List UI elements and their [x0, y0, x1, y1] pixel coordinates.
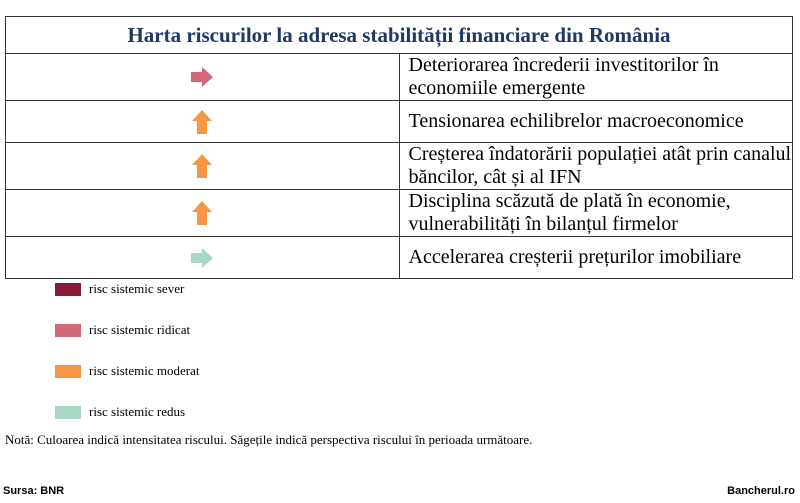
- legend-swatch: [55, 324, 81, 337]
- arrow-up-icon: [192, 154, 212, 178]
- legend-item: [55, 322, 199, 338]
- risk-arrow-cell: [6, 101, 400, 143]
- risk-text: Disciplina scăzută de plată în economie, vulnerabilități în bilanțul firmelor: [399, 190, 793, 237]
- arrow-up-icon: [192, 201, 212, 225]
- table-title: Harta riscurilor la adresa stabilității financiare din România: [6, 17, 793, 54]
- legend-item: [55, 404, 199, 420]
- legend-label: risc sistemic redus: [89, 404, 186, 419]
- legend-swatch: [55, 406, 81, 419]
- arrow-up-icon: [192, 110, 212, 134]
- legend-swatch: [55, 283, 81, 296]
- risk-map-table: [5, 16, 793, 279]
- legend-label: risc sistemic moderat: [89, 363, 200, 378]
- source-label: Sursa: BNR: [3, 485, 65, 497]
- risk-row: [6, 143, 793, 190]
- risk-row: [6, 237, 793, 279]
- legend-item: [55, 281, 199, 297]
- risk-row: [6, 54, 793, 101]
- legend-label: risc sistemic sever: [89, 281, 185, 296]
- risk-arrow-cell: [6, 237, 400, 279]
- risk-arrow-cell: [6, 143, 400, 190]
- note-text: Notă: Culoarea indică intensitatea riscului. Săgețile indică perspectiva riscului în perioada următoare.: [5, 432, 533, 447]
- risk-arrow-cell: [6, 54, 400, 101]
- legend-item: [55, 363, 199, 379]
- arrow-right-icon: [191, 248, 213, 268]
- legend: [55, 281, 199, 445]
- legend-swatch: [55, 365, 81, 378]
- risk-row: [6, 101, 793, 143]
- risk-text: Creșterea îndatorării populației atât prin canalul băncilor, cât și al IFN: [399, 143, 793, 190]
- legend-label: risc sistemic ridicat: [89, 322, 191, 337]
- risk-text: Tensionarea echilibrelor macroeconomice: [399, 101, 793, 143]
- risk-text: Accelerarea creșterii prețurilor imobiliare: [399, 237, 793, 279]
- risk-row: [6, 190, 793, 237]
- risk-arrow-cell: [6, 190, 400, 237]
- risk-text: Deteriorarea încrederii investitorilor în economiile emergente: [399, 54, 793, 101]
- site-label: Bancherul.ro: [727, 485, 795, 497]
- arrow-right-icon: [191, 67, 213, 87]
